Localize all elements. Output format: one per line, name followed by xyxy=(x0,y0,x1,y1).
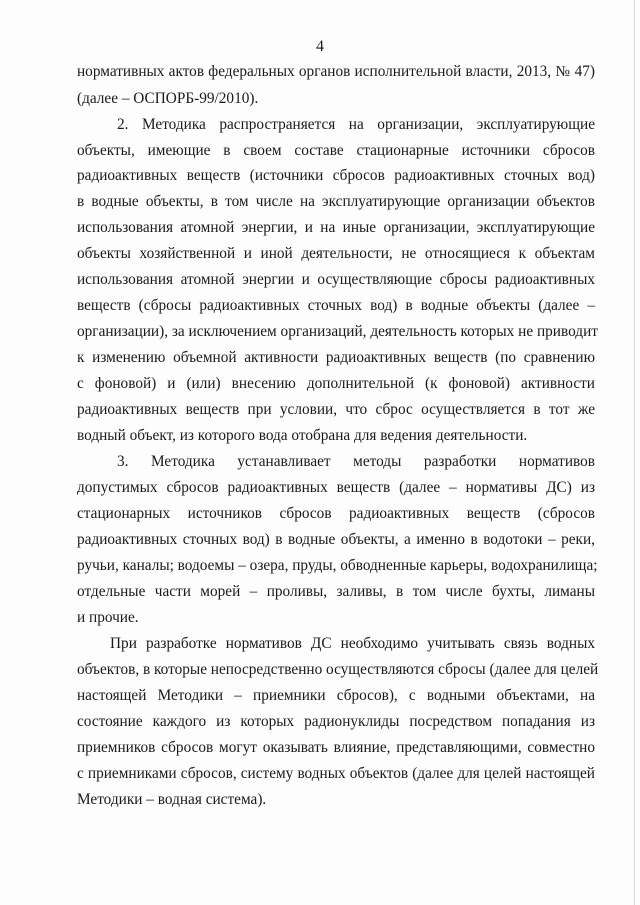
text-line: нормативных актов федеральных органов исполнительной власти, 2013, № 47) xyxy=(77,63,595,80)
text-line: использования атомной энергии, и на иные организации, эксплуатирующие xyxy=(77,219,595,236)
text-line: водный объект, из которого вода отобрана для ведения деятельности. xyxy=(77,427,528,444)
scan-edge-line xyxy=(634,0,635,905)
text-line: в водные объекты, в том числе на эксплуатирующие организации объектов xyxy=(77,193,595,210)
text-line: радиоактивных сточных вод) в водные объекты, а именно в водотоки – реки, xyxy=(77,531,595,548)
text-line: настоящей Методики – приемники сбросов), с водными объектами, на xyxy=(77,687,595,704)
text-line: отдельные части морей – проливы, заливы, в том числе бухты, лиманы xyxy=(77,583,595,600)
text-line: При разработке нормативов ДС необходимо учитывать связь водных xyxy=(110,635,595,652)
text-line: радиоактивных веществ (источники сбросов радиоактивных сточных вод) xyxy=(77,167,595,184)
text-line: организации), за исключением организаций, деятельность которых не приводит xyxy=(77,323,598,340)
text-line: 3. Методика устанавливает методы разработки нормативов xyxy=(117,453,595,470)
text-line: с фоновой) и (или) внесению дополнительной (к фоновой) активности xyxy=(77,375,595,392)
text-line: объектов, в которые непосредственно осуществляются сбросы (далее для целей xyxy=(77,661,599,678)
text-line: Методики – водная система). xyxy=(77,791,267,808)
text-line: объекты хозяйственной и иной деятельности, не относящиеся к объектам xyxy=(77,245,595,262)
text-line: использования атомной энергии и осуществляющие сбросы радиоактивных xyxy=(77,271,595,288)
text-line: веществ (сбросы радиоактивных сточных вод) в водные объекты (далее – xyxy=(77,297,595,314)
page-number: 4 xyxy=(316,38,324,55)
text-line: приемников сбросов могут оказывать влияние, представляющими, совместно xyxy=(77,739,595,756)
text-line: 2. Методика распространяется на организации, эксплуатирующие xyxy=(117,116,595,133)
text-line: объекты, имеющие в своем составе стационарные источники сбросов xyxy=(77,142,595,159)
text-line: и прочие. xyxy=(77,609,139,626)
text-line: с приемниками сбросов, систему водных объектов (далее для целей настоящей xyxy=(77,765,595,782)
text-line: (далее – ОСПОРБ-99/2010). xyxy=(77,90,259,107)
text-line: ручьи, каналы; водоемы – озера, пруды, обводненные карьеры, водохранилища; xyxy=(77,557,598,574)
text-line: стационарных источников сбросов радиоактивных веществ (сбросов xyxy=(77,505,595,522)
text-line: радиоактивных веществ при условии, что сброс осуществляется в тот же xyxy=(77,401,595,418)
text-line: допустимых сбросов радиоактивных веществ (далее – нормативы ДС) из xyxy=(77,479,595,496)
text-line: состояние каждого из которых радионуклиды посредством попадания из xyxy=(77,713,595,730)
text-line: к изменению объемной активности радиоактивных веществ (по сравнению xyxy=(77,349,595,366)
